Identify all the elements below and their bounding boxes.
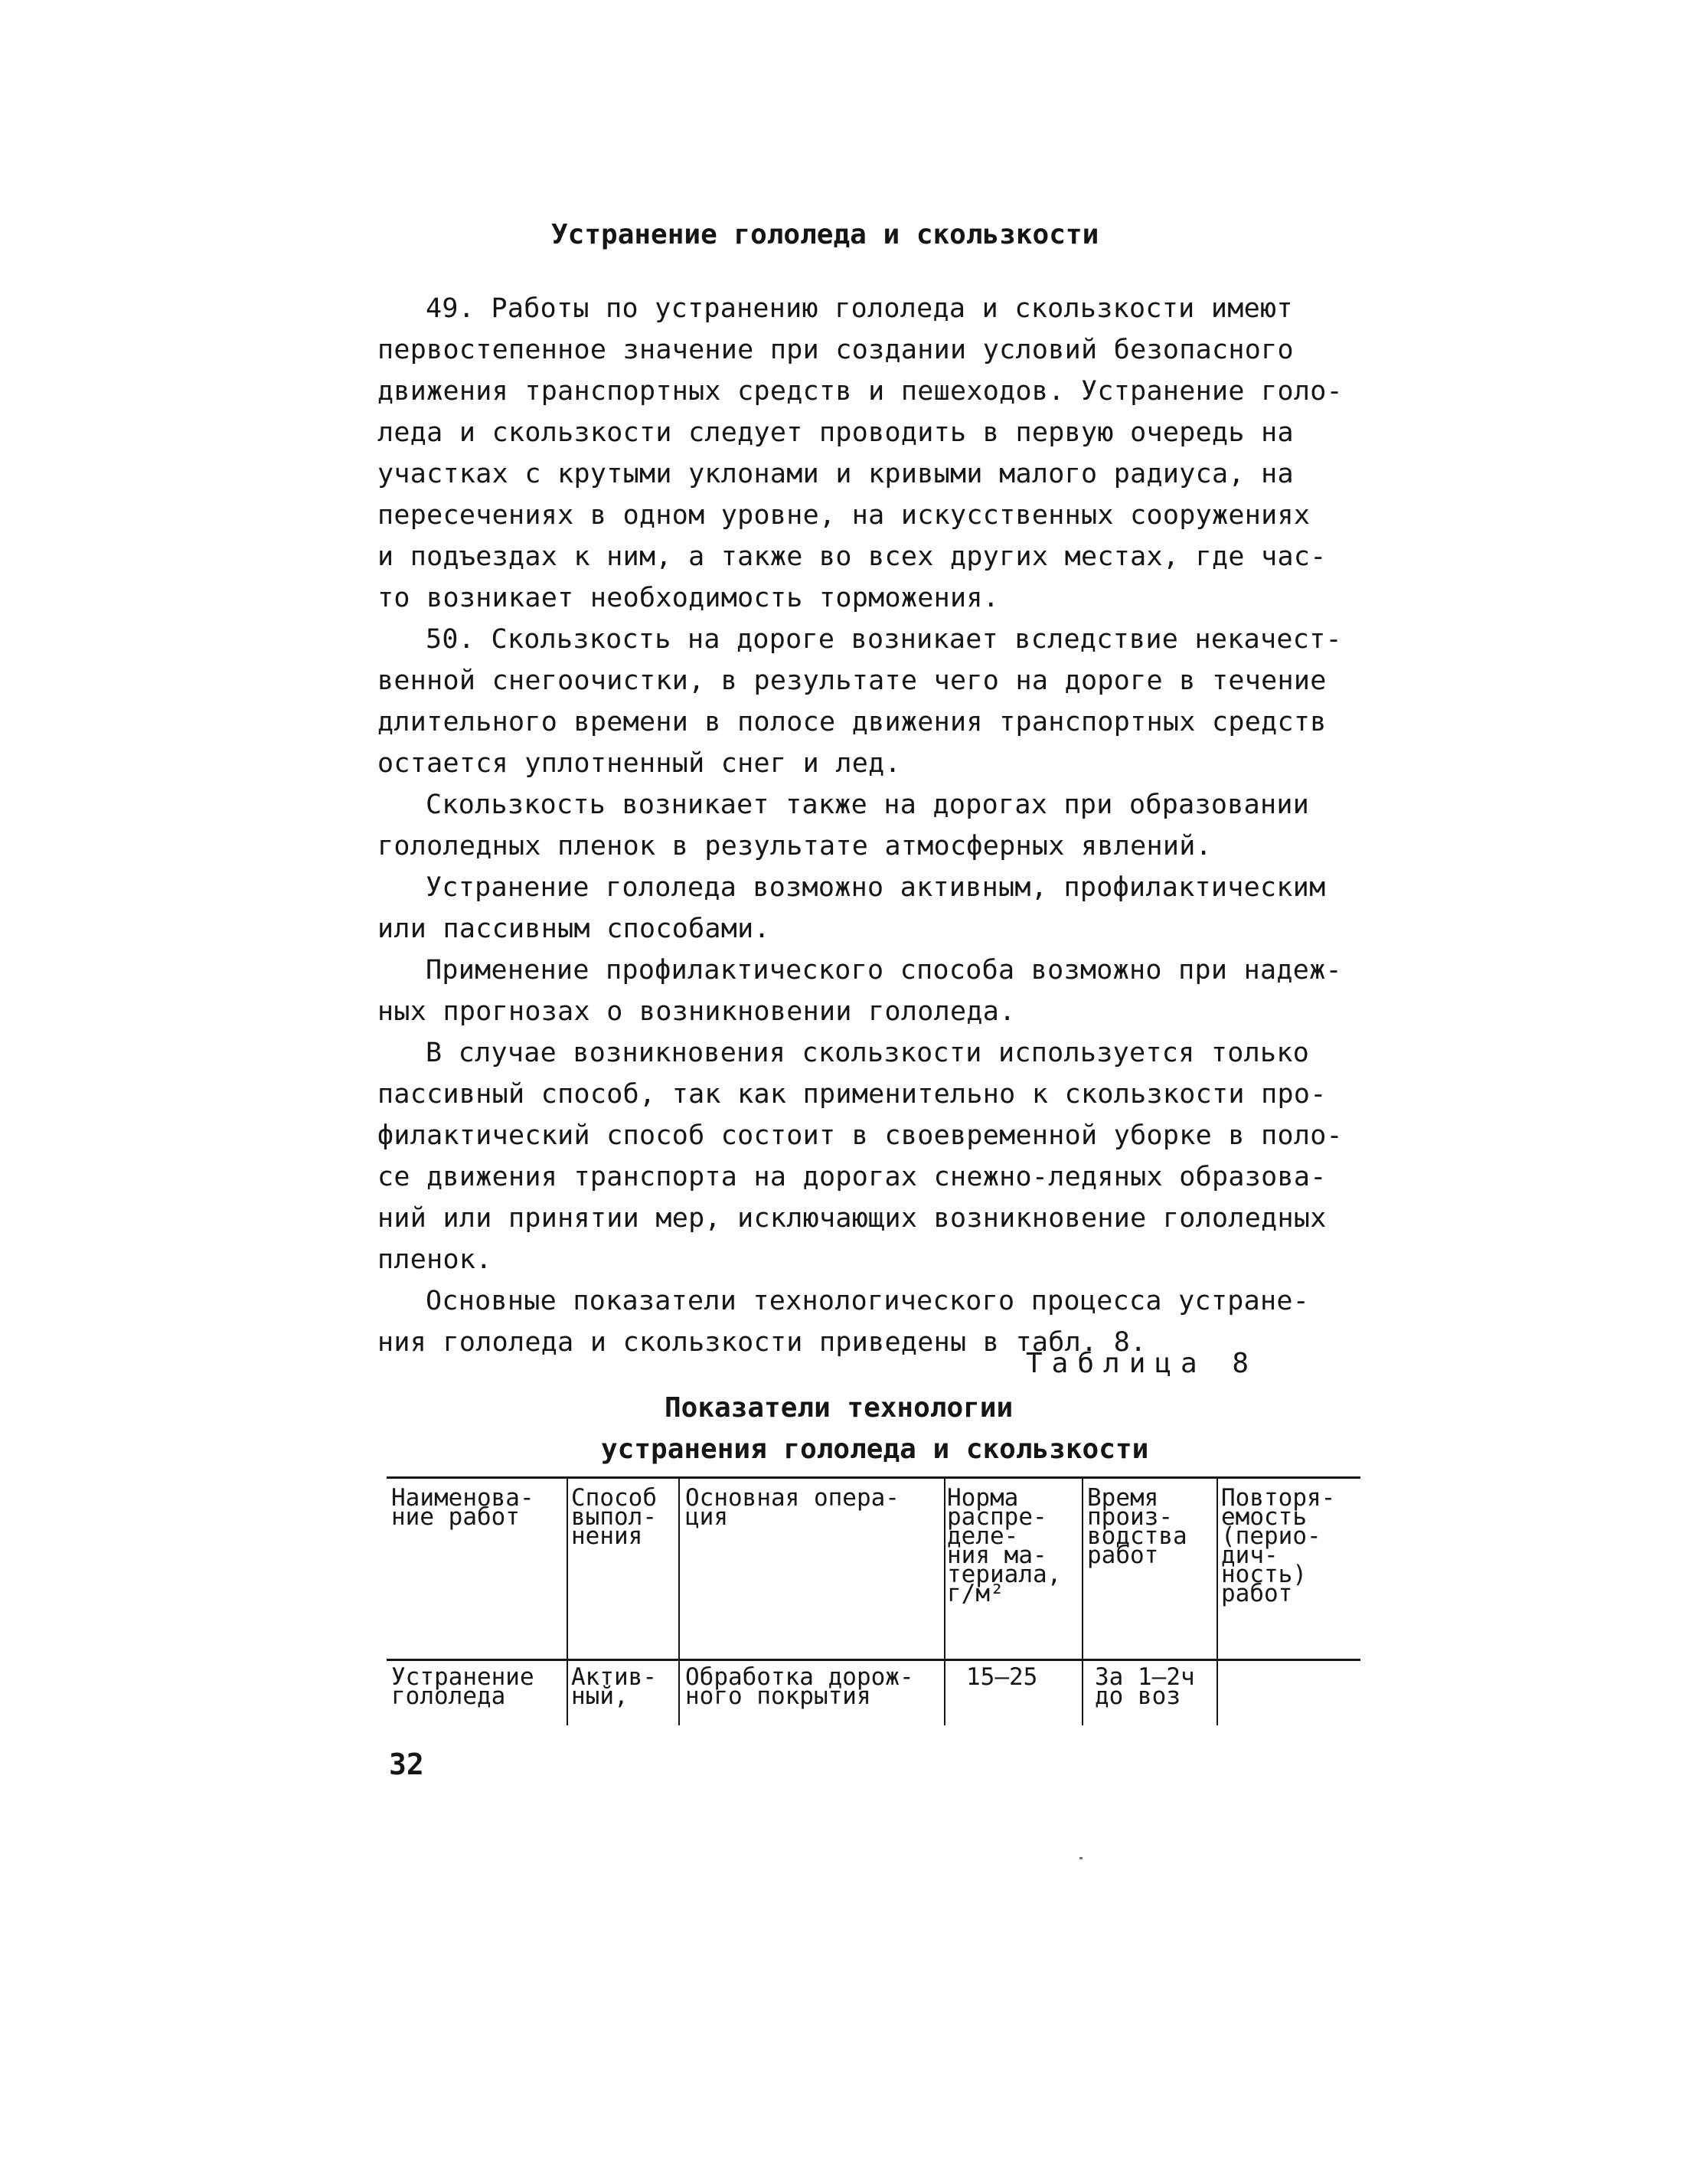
- paragraph-line: Основные показатели технологического процесса устране-: [426, 1286, 1310, 1316]
- paragraph-line: остается уплотненный снег и лед.: [377, 748, 901, 779]
- table-number: Таблица 8: [1026, 1348, 1259, 1379]
- paragraph-line: пассивный способ, так как применительно к скользкости про-: [377, 1079, 1327, 1110]
- table-cell-time: За 1–2ч до воз: [1095, 1663, 1195, 1710]
- table-header-work-name: Наименова- ние работ: [391, 1484, 534, 1531]
- paragraph-line: пересечениях в одном уровне, на искусственных сооружениях: [377, 500, 1311, 531]
- table-title-line-2: устранения гололеда и скользкости: [601, 1434, 1149, 1465]
- column-divider: [944, 1479, 945, 1725]
- table-cell-method: Актив- ный,: [571, 1663, 657, 1710]
- table-title-line-1: Показатели технологии: [665, 1392, 1014, 1424]
- column-divider: [1217, 1479, 1218, 1725]
- table-top-rule: [387, 1476, 1360, 1479]
- paragraph-line: ния гололеда и скользкости приведены в табл. 8.: [377, 1327, 1147, 1358]
- paragraph-line: первостепенное значение при создании условий безопасного: [377, 335, 1294, 365]
- paragraph-line: 50. Скользкость на дороге возникает вследствие некачест-: [426, 624, 1342, 655]
- section-heading: Устранение гололеда и скользкости: [551, 219, 1099, 250]
- table-header-operation: Основная опера- ция: [685, 1484, 900, 1531]
- paragraph-line: Скользкость возникает также на дорогах при образовании: [426, 790, 1310, 820]
- paragraph-line: Применение профилактического способа возможно при надеж-: [426, 955, 1342, 986]
- paragraph-line: движения транспортных средств и пешеходов. Устранение голо-: [377, 376, 1343, 407]
- paragraph-line: пленок.: [377, 1244, 492, 1275]
- table-cell-work-name: Устранение гололеда: [391, 1663, 534, 1710]
- paragraph-line: леда и скользкости следует проводить в первую очередь на: [377, 417, 1294, 448]
- table-header-frequency: Повторя- емость (перио- дич- ность) работ: [1221, 1484, 1336, 1607]
- column-divider: [1082, 1479, 1083, 1725]
- paragraph-line: Устранение гололеда возможно активным, профилактическим: [426, 872, 1326, 903]
- page-number: 32: [389, 1748, 424, 1781]
- column-divider: [567, 1479, 568, 1725]
- paragraph-line: гололедных пленок в результате атмосферных явлений.: [377, 831, 1212, 862]
- column-divider: [678, 1479, 680, 1725]
- paragraph-line: 49. Работы по устранению гололеда и скользкости имеют: [426, 293, 1293, 324]
- table-cell-operation: Обработка дорож- ного покрытия: [685, 1663, 914, 1710]
- table-header-rule: [387, 1659, 1360, 1661]
- paragraph-line: или пассивным способами.: [377, 914, 770, 944]
- paragraph-line: и подъездах к ним, а также во всех других местах, где час-: [377, 541, 1327, 572]
- table-header-method: Способ выпол- нения: [571, 1484, 657, 1550]
- paragraph-line: филактический способ состоит в своевременной уборке в поло-: [377, 1120, 1343, 1151]
- paragraph-line: ний или принятии мер, исключающих возникновение гололедных: [377, 1203, 1327, 1234]
- table-header-time: Время произ- водства работ: [1087, 1484, 1187, 1569]
- paragraph-line: В случае возникновения скользкости используется только: [426, 1038, 1310, 1068]
- paragraph-line: венной снегоочистки, в результате чего на дороге в течение: [377, 665, 1327, 696]
- paragraph-line: участках с крутыми уклонами и кривыми малого радиуса, на: [377, 459, 1294, 489]
- scan-speck: [1079, 1857, 1083, 1859]
- table-header-rate: Норма распре- деле- ния ма- териала, г/м²: [947, 1484, 1062, 1607]
- paragraph-line: ных прогнозах о возникновении гололеда.: [377, 996, 1016, 1027]
- paragraph-line: длительного времени в полосе движения транспортных средств: [377, 707, 1327, 737]
- table-cell-rate: 15–25: [966, 1663, 1038, 1691]
- paragraph-line: то возникает необходимость торможения.: [377, 583, 1000, 613]
- paragraph-line: се движения транспорта на дорогах снежно-ледяных образова-: [377, 1162, 1327, 1192]
